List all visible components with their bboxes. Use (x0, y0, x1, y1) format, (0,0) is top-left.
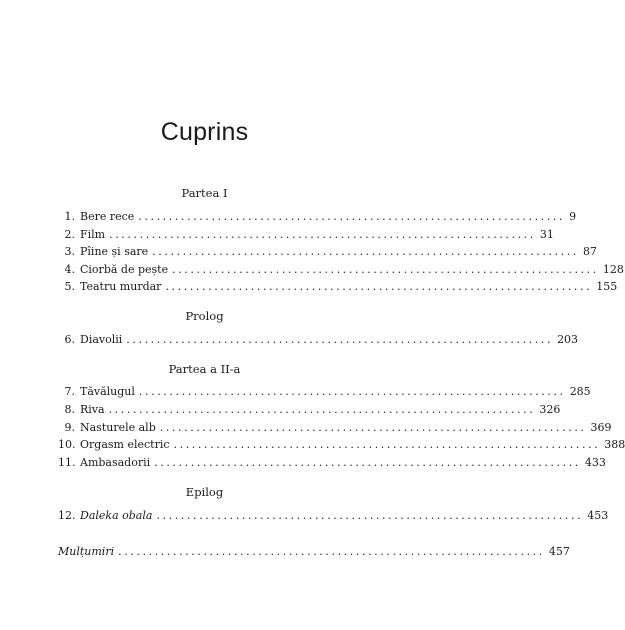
section-heading-part-1: Partea I (181, 186, 228, 200)
toc-entry (58, 385, 591, 399)
toc-entry-title: Teatru murdar (80, 280, 162, 293)
toc-entry-leader: ...................................................................... (159, 421, 587, 434)
toc-entry-title: Ambasadorii (80, 456, 151, 469)
toc-entry-title: Riva (80, 403, 105, 416)
toc-entry-page: 433 (584, 456, 606, 469)
section-heading-prolog: Prolog (185, 309, 224, 323)
toc-entry-leader: ...................................................................... (154, 456, 581, 469)
toc-entry-number: 4. (64, 263, 75, 276)
toc-entry-leader: ...................................................................... (108, 403, 536, 416)
toc-entry-page: 87 (582, 245, 597, 258)
toc-entry-title: Nasturele alb (80, 421, 156, 434)
toc-entry-title: Pîine și sare (80, 245, 149, 258)
toc-entry-page: 31 (539, 228, 554, 241)
toc-entry-leader: ...................................................................... (138, 210, 566, 223)
toc-entry-number: 3. (64, 245, 75, 258)
toc-entry-number: 10. (58, 438, 76, 451)
toc-entry (58, 245, 597, 259)
toc-entry-page: 388 (604, 438, 625, 451)
toc-entry-page: 369 (590, 421, 612, 434)
toc-entry (58, 545, 570, 559)
toc-entry-page: 203 (557, 333, 579, 346)
toc-entry-number: 9. (64, 421, 75, 434)
toc-entry-page: 326 (539, 403, 561, 416)
toc-entry-title: Tăvălugul (80, 385, 135, 398)
toc-entry (58, 421, 612, 435)
toc-entry-leader: ...................................................................... (173, 438, 601, 451)
toc-entry-page: 9 (569, 210, 577, 223)
toc-entry-number: 8. (64, 403, 75, 416)
toc-entry-page: 457 (548, 545, 570, 558)
toc-entry-leader: ...................................................................... (109, 228, 536, 241)
toc-entry-title: Diavolii (80, 333, 123, 346)
toc-entry-leader: ...................................................................... (118, 545, 545, 558)
toc-entry (58, 403, 561, 417)
toc-entry (58, 280, 618, 294)
toc-entry-page: 155 (596, 280, 618, 293)
toc-entry-title: Bere rece (80, 210, 135, 223)
section-heading-part-2: Partea a II-a (168, 362, 241, 376)
toc-entry-leader: ...................................................................... (152, 245, 579, 258)
toc-entry-number: 1. (64, 210, 75, 223)
toc-entry (58, 210, 577, 224)
toc-entry-title: Ciorbă de pește (80, 263, 169, 276)
page-title: Cuprins (160, 118, 249, 146)
toc-entry-title: Film (80, 228, 106, 241)
toc-entry-title: Mulțumiri (58, 545, 115, 558)
toc-entry (58, 438, 625, 452)
toc-entry-leader: ...................................................................... (126, 333, 554, 346)
toc-entry-page: 453 (587, 509, 609, 522)
toc-entry-number: 12. (58, 509, 76, 522)
toc-entry-leader: ...................................................................... (172, 263, 599, 276)
toc-entry-page: 285 (569, 385, 591, 398)
section-heading-epilog: Epilog (185, 485, 224, 499)
toc-entry-page: 128 (602, 263, 624, 276)
toc-entry-title: Daleka obala (80, 509, 153, 522)
toc-entry-number: 5. (64, 280, 75, 293)
toc-entry-number: 7. (64, 385, 75, 398)
toc-entry (58, 333, 579, 347)
toc-entry-number: 11. (58, 456, 76, 469)
toc-entry (58, 509, 609, 523)
toc-entry-number: 6. (64, 333, 75, 346)
toc-entry (58, 228, 554, 242)
toc-entry (58, 263, 624, 277)
toc-entry-leader: ...................................................................... (156, 509, 584, 522)
toc-entry-leader: ...................................................................... (165, 280, 593, 293)
toc-entry-leader: ...................................................................... (138, 385, 566, 398)
toc-entry-number: 2. (64, 228, 75, 241)
toc-entry-title: Orgasm electric (80, 438, 170, 451)
toc-entry (58, 456, 606, 470)
